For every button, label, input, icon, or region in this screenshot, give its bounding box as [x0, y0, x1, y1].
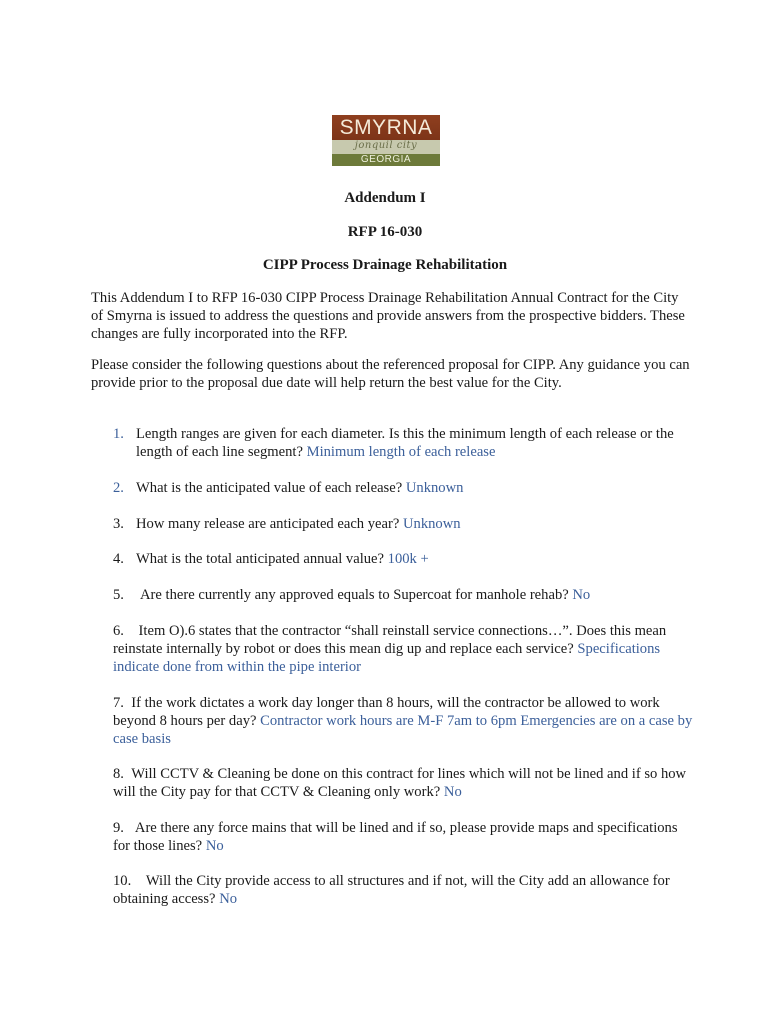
- question-number: 3.: [113, 516, 124, 532]
- answer-text: No: [205, 838, 224, 854]
- question-number: 10.: [113, 873, 132, 889]
- question-text: If the work dictates a work day longer than 8 hours, will the contractor be allowed to work beyond 8 hours per day?: [113, 695, 660, 729]
- question-text: Are there any force mains that will be lined and if so, please provide maps and specifications for those lines?: [113, 820, 678, 854]
- answer-text: No: [443, 784, 462, 800]
- question-8: [113, 765, 693, 801]
- question-text: Length ranges are given for each diameter. Is this the minimum length of each release or the length of each line segment?: [136, 426, 674, 460]
- question-text: Item O).6 states that the contractor “shall reinstall service connections…”. Does this mean reinstate internally by robot or does this mean dig up and replace each service?: [113, 623, 667, 657]
- question-7: [113, 694, 693, 748]
- question-number: 5.: [113, 587, 124, 603]
- question-number: 2.: [113, 480, 124, 496]
- question-number: 6.: [113, 623, 124, 639]
- question-number: 4.: [113, 551, 124, 567]
- answer-text: 100k +: [387, 551, 429, 567]
- question-text: What is the total anticipated annual value?: [136, 551, 384, 567]
- answer-text: No: [572, 587, 591, 603]
- logo-state: GEORGIA: [360, 154, 412, 165]
- question-text: Will the City provide access to all structures and if not, will the City add an allowance for obtaining access?: [113, 873, 670, 907]
- answer-text: Unknown: [405, 480, 464, 496]
- answer-text: No: [219, 891, 238, 907]
- answer-text: Unknown: [403, 516, 461, 532]
- answer-text: Specifications indicate done from within the pipe interior: [113, 641, 661, 675]
- project-title: CIPP Process Drainage Rehabilitation: [262, 257, 508, 273]
- question-10: [113, 872, 693, 908]
- question-number: 8.: [113, 766, 124, 782]
- smyrna-logo: [332, 115, 440, 166]
- answer-text: Contractor work hours are M-F 7am to 6pm Emergencies are on a case by case basis: [113, 713, 693, 747]
- question-text: How many release are anticipated each year?: [136, 516, 400, 532]
- question-6: [113, 622, 693, 676]
- question-text: Will CCTV & Cleaning be done on this contract for lines which will not be lined and if so how will the City pay for that CCTV & Cleaning only work?: [113, 766, 687, 800]
- question-number: 7.: [113, 695, 124, 711]
- question-number: 9.: [113, 820, 124, 836]
- logo-tagline: jonquil city: [354, 140, 418, 151]
- question-text: Are there currently any approved equals to Supercoat for manhole rehab?: [140, 587, 569, 603]
- question-text: What is the anticipated value of each release?: [136, 480, 403, 496]
- guidance-paragraph: Please consider the following questions about the referenced proposal for CIPP. Any guidance you can provide prior to the proposal due date will help return the best value for the City.: [91, 357, 690, 391]
- answer-text: Minimum length of each release: [306, 444, 496, 460]
- question-9: [113, 819, 693, 855]
- intro-paragraph: This Addendum I to RFP 16-030 CIPP Process Drainage Rehabilitation Annual Contract for the City of Smyrna is issued to address the questions and provide answers from the prospective bidders. These changes are fully incorporated into the RFP.: [91, 290, 685, 342]
- rfp-number: RFP 16-030: [347, 224, 423, 240]
- question-number: 1.: [113, 426, 124, 442]
- logo-name: SMYRNA: [339, 116, 433, 139]
- addendum-title: Addendum I: [344, 190, 426, 206]
